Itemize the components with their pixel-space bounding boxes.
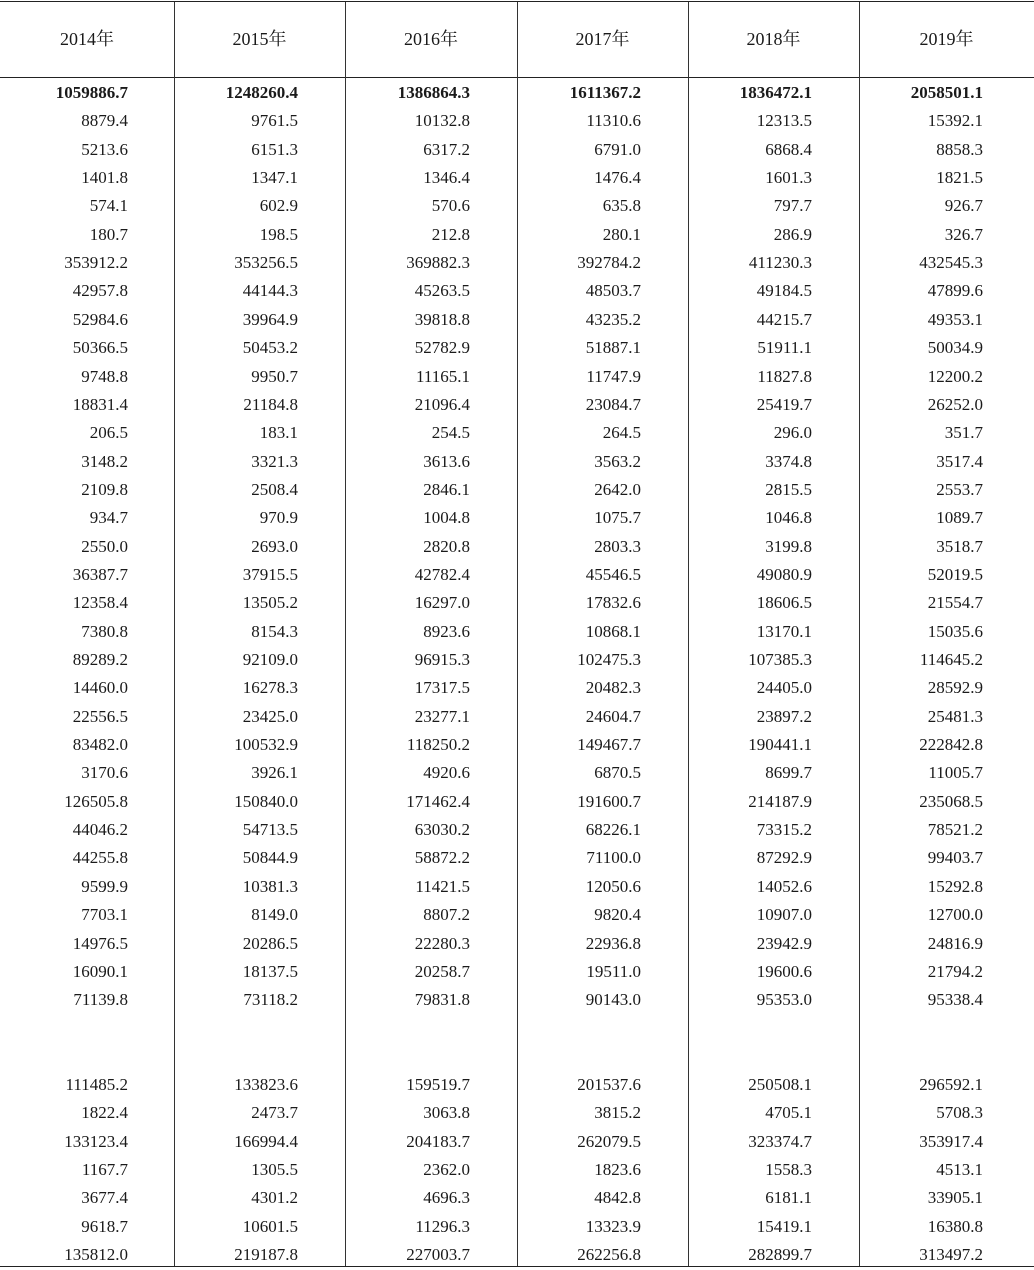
table-row <box>0 788 1034 816</box>
table-cell: 51911.1 <box>757 338 812 358</box>
table-cell: 126505.8 <box>64 791 128 811</box>
table-cell: 17832.6 <box>585 593 641 613</box>
table-cell: 1046.8 <box>765 508 812 528</box>
table-cell: 50366.5 <box>72 338 128 358</box>
table-cell: 11827.8 <box>757 366 812 386</box>
table-cell: 45263.5 <box>414 281 470 301</box>
table-cell: 1075.7 <box>594 508 641 528</box>
table-cell: 3517.4 <box>936 451 983 471</box>
table-cell: 3321.3 <box>251 451 298 471</box>
table-cell: 23084.7 <box>585 394 641 414</box>
table-cell: 574.1 <box>89 196 128 216</box>
table-cell: 183.1 <box>259 423 298 443</box>
table-cell: 45546.5 <box>585 564 641 584</box>
table-row <box>0 674 1034 702</box>
table-cell: 52984.6 <box>72 309 128 329</box>
table-row <box>0 221 1034 249</box>
table-cell: 432545.3 <box>919 253 983 273</box>
table-cell: 44144.3 <box>242 281 298 301</box>
table-cell: 1004.8 <box>423 508 470 528</box>
table-cell: 16380.8 <box>927 1216 983 1236</box>
table-cell: 2473.7 <box>251 1103 298 1123</box>
table-cell: 411230.3 <box>748 253 812 273</box>
table-cell: 16090.1 <box>72 961 128 981</box>
table-cell: 96915.3 <box>414 650 470 669</box>
table-row <box>0 646 1034 674</box>
table-cell: 8923.6 <box>423 621 470 641</box>
table-row <box>0 1099 1034 1127</box>
table-cell: 49080.9 <box>756 564 812 584</box>
table-cell: 83482.0 <box>72 735 128 755</box>
table-row <box>0 192 1034 220</box>
table-cell: 10132.8 <box>414 111 470 131</box>
table-cell: 22556.5 <box>72 706 128 726</box>
table-cell: 222842.8 <box>919 735 983 755</box>
table-cell: 1476.4 <box>594 168 641 188</box>
table-row <box>0 1156 1034 1184</box>
table-cell: 133823.6 <box>234 1075 298 1094</box>
table-cell: 23897.2 <box>756 706 812 726</box>
table-cell: 262079.5 <box>577 1131 641 1151</box>
table-cell: 3518.7 <box>936 536 983 556</box>
table-cell: 2642.0 <box>594 479 641 499</box>
table-cell: 21554.7 <box>927 593 983 613</box>
table-cell: 118250.2 <box>406 735 470 755</box>
table-cell: 1823.6 <box>594 1160 641 1180</box>
header-year-2015: 2015年 <box>232 29 287 49</box>
table-cell: 353912.2 <box>64 253 128 273</box>
table-cell: 926.7 <box>944 196 983 216</box>
table-cell: 1089.7 <box>936 508 983 528</box>
table-cell: 8154.3 <box>251 621 298 641</box>
table-cell: 99403.7 <box>927 848 983 868</box>
table-cell: 3613.6 <box>423 451 470 471</box>
table-cell: 219187.8 <box>234 1245 298 1265</box>
table-cell: 235068.5 <box>919 791 983 811</box>
table-cell: 21096.4 <box>414 394 470 414</box>
table-cell: 73118.2 <box>243 990 298 1010</box>
table-cell: 11747.9 <box>586 366 641 386</box>
table-cell: 198.5 <box>259 224 298 244</box>
table-row <box>0 589 1034 617</box>
table-cell: 20286.5 <box>242 933 298 953</box>
table-cell: 8149.0 <box>251 905 298 925</box>
table-cell: 4513.1 <box>936 1160 983 1180</box>
table-cell: 54713.5 <box>242 820 298 840</box>
table-cell: 1248260.4 <box>225 83 298 102</box>
table-cell: 107385.3 <box>748 650 812 669</box>
table-row <box>0 1213 1034 1241</box>
table-cell: 3815.2 <box>594 1103 641 1123</box>
table-cell: 206.5 <box>89 423 128 443</box>
table-cell: 1601.3 <box>765 168 812 188</box>
table-cell: 166994.4 <box>234 1131 298 1151</box>
table-cell: 25481.3 <box>927 706 983 726</box>
table-cell: 1836472.1 <box>739 83 812 102</box>
table-cell: 11165.1 <box>416 366 470 386</box>
table-row <box>0 419 1034 447</box>
table-row <box>0 844 1034 872</box>
table-cell: 1167.7 <box>81 1160 128 1180</box>
table-row <box>0 618 1034 646</box>
table-cell: 58872.2 <box>414 848 470 868</box>
table-cell: 7380.8 <box>81 621 128 641</box>
table-cell: 6870.5 <box>594 763 641 783</box>
table-row <box>0 363 1034 391</box>
table-cell: 970.9 <box>259 508 298 528</box>
table-cell: 44215.7 <box>756 309 812 329</box>
table-cell: 3063.8 <box>423 1103 470 1123</box>
table-cell: 13505.2 <box>242 593 298 613</box>
table-cell: 1401.8 <box>81 168 128 188</box>
table-cell: 5708.3 <box>936 1103 983 1123</box>
table-row <box>0 476 1034 504</box>
table-cell: 21794.2 <box>927 961 983 981</box>
table-row <box>0 136 1034 164</box>
table-cell: 296.0 <box>773 423 812 443</box>
table-cell: 227003.7 <box>406 1245 470 1265</box>
table-cell: 78521.2 <box>927 820 983 840</box>
table-cell: 17317.5 <box>414 678 470 698</box>
table-cell: 934.7 <box>89 508 128 528</box>
table-cell: 1305.5 <box>251 1160 298 1180</box>
table-row <box>0 277 1034 305</box>
table-cell: 49353.1 <box>927 309 983 329</box>
table-row <box>0 334 1034 362</box>
table-cell: 24405.0 <box>756 678 812 698</box>
table-cell: 12200.2 <box>927 366 983 386</box>
table-cell: 5213.6 <box>81 139 128 159</box>
table-cell: 2846.1 <box>423 479 470 499</box>
table-cell: 6181.1 <box>765 1188 812 1208</box>
table-cell: 14460.0 <box>72 678 128 698</box>
table-cell: 8699.7 <box>765 763 812 783</box>
table-cell: 280.1 <box>602 224 641 244</box>
table-cell: 102475.3 <box>577 650 641 669</box>
table-cell: 635.8 <box>602 196 641 216</box>
table-cell: 6868.4 <box>765 139 812 159</box>
table-cell: 10381.3 <box>242 876 298 896</box>
table-cell: 313497.2 <box>919 1245 983 1265</box>
table-cell: 6791.0 <box>594 139 641 159</box>
table-cell: 262256.8 <box>577 1245 641 1265</box>
table-cell: 149467.7 <box>577 735 641 755</box>
header-year-2016: 2016年 <box>404 29 458 49</box>
table-cell: 1611367.2 <box>569 83 641 102</box>
table-row <box>0 930 1034 958</box>
table-cell: 92109.0 <box>242 650 298 669</box>
table-cell: 12313.5 <box>756 111 812 131</box>
table-cell: 8807.2 <box>423 905 470 925</box>
table-cell: 47899.6 <box>927 281 983 301</box>
table-cell: 353256.5 <box>234 253 298 273</box>
table-cell: 392784.2 <box>577 253 641 273</box>
table-cell: 87292.9 <box>756 848 812 868</box>
table-cell: 95338.4 <box>927 990 983 1010</box>
table-cell: 44046.2 <box>72 820 128 840</box>
table-cell: 570.6 <box>431 196 470 216</box>
table-cell: 4842.8 <box>594 1188 641 1208</box>
table-cell: 323374.7 <box>748 1131 812 1151</box>
table-cell: 4696.3 <box>423 1188 470 1208</box>
table-cell: 2058501.1 <box>910 83 983 102</box>
table-cell: 14976.5 <box>72 933 128 953</box>
table-cell: 2550.0 <box>81 536 128 556</box>
header-year-2019: 2019年 <box>919 29 974 49</box>
table-cell: 10601.5 <box>242 1216 298 1236</box>
header-year-2018: 2018年 <box>746 29 801 49</box>
table-cell: 19511.0 <box>586 961 641 981</box>
table-cell: 71100.0 <box>586 848 641 868</box>
table-cell: 100532.9 <box>234 735 298 755</box>
table-cell: 71139.8 <box>73 990 128 1010</box>
table-row <box>0 1184 1034 1212</box>
table-cell: 2508.4 <box>251 479 298 499</box>
table-cell: 369882.3 <box>406 253 470 273</box>
table-cell: 111485.2 <box>65 1075 128 1094</box>
table-cell: 42957.8 <box>72 281 128 301</box>
table-cell: 14052.6 <box>756 876 812 896</box>
table-cell: 37915.5 <box>242 564 298 584</box>
table-cell: 20258.7 <box>414 961 470 981</box>
table-row <box>0 107 1034 135</box>
table-cell: 296592.1 <box>919 1075 983 1094</box>
table-cell: 180.7 <box>89 224 128 244</box>
table-cell: 3563.2 <box>594 451 641 471</box>
table-cell: 50844.9 <box>242 848 298 868</box>
table-cell: 3926.1 <box>251 763 298 783</box>
header-year-2014: 2014年 <box>60 29 114 49</box>
table-cell: 52782.9 <box>414 338 470 358</box>
table-cell: 797.7 <box>773 196 812 216</box>
table-cell: 3677.4 <box>81 1188 128 1208</box>
table-cell: 1059886.7 <box>55 83 128 102</box>
table-cell: 6151.3 <box>251 139 298 159</box>
table-cell: 1822.4 <box>81 1103 128 1123</box>
table-cell: 8858.3 <box>936 139 983 159</box>
table-cell: 49184.5 <box>756 281 812 301</box>
header-year-2017: 2017年 <box>575 29 630 49</box>
table-cell: 19600.6 <box>756 961 812 981</box>
table-cell: 42782.4 <box>414 564 470 584</box>
table-cell: 26252.0 <box>927 394 983 414</box>
table-cell: 1558.3 <box>765 1160 812 1180</box>
table-cell: 23425.0 <box>242 706 298 726</box>
table-cell: 11310.6 <box>586 111 641 131</box>
table-cell: 63030.2 <box>414 820 470 840</box>
table-cell: 133123.4 <box>64 1131 128 1151</box>
table-cell: 1346.4 <box>423 168 470 188</box>
table-row <box>0 901 1034 929</box>
table-cell: 24604.7 <box>585 706 641 726</box>
table-cell: 15392.1 <box>927 111 983 131</box>
table-cell: 48503.7 <box>585 281 641 301</box>
table-cell: 602.9 <box>259 196 298 216</box>
table-cell: 15292.8 <box>927 876 983 896</box>
table-cell: 28592.9 <box>927 678 983 698</box>
table-cell: 36387.7 <box>72 564 128 584</box>
table-row <box>0 306 1034 334</box>
table-cell: 214187.9 <box>748 791 812 811</box>
table-cell: 3170.6 <box>81 763 128 783</box>
table-row-total <box>0 79 1034 107</box>
table-cell: 3199.8 <box>765 536 812 556</box>
table-cell: 39964.9 <box>242 309 298 329</box>
table-cell: 2362.0 <box>423 1160 470 1180</box>
table-cell: 1386864.3 <box>397 83 470 102</box>
table-cell: 50453.2 <box>242 338 298 358</box>
table-cell: 10868.1 <box>585 621 641 641</box>
table-cell: 4920.6 <box>423 763 470 783</box>
table-cell: 201537.6 <box>577 1075 641 1094</box>
table-row <box>0 1128 1034 1156</box>
table-row <box>0 986 1034 1014</box>
table-cell: 52019.5 <box>927 564 983 584</box>
table-cell: 33905.1 <box>927 1188 983 1208</box>
table-cell: 7703.1 <box>81 905 128 925</box>
table-cell: 6317.2 <box>423 139 470 159</box>
table-cell: 21184.8 <box>243 394 298 414</box>
table-cell: 95353.0 <box>756 990 812 1010</box>
table-cell: 2553.7 <box>936 479 983 499</box>
table-cell: 13323.9 <box>585 1216 641 1236</box>
table-cell: 11296.3 <box>415 1216 470 1236</box>
table-cell: 9950.7 <box>251 366 298 386</box>
table-cell: 9748.8 <box>81 366 128 386</box>
table-cell: 11421.5 <box>415 876 470 896</box>
table-row <box>0 448 1034 476</box>
table-cell: 16297.0 <box>414 593 470 613</box>
table-cell: 3148.2 <box>81 451 128 471</box>
table-cell: 190441.1 <box>748 735 812 755</box>
table-cell: 18831.4 <box>72 394 128 414</box>
table-cell: 20482.3 <box>585 678 641 698</box>
table-cell: 8879.4 <box>81 111 128 131</box>
table-row <box>0 391 1034 419</box>
table-cell: 264.5 <box>602 423 641 443</box>
table-row <box>0 703 1034 731</box>
table-cell: 1347.1 <box>251 168 298 188</box>
table-cell: 18606.5 <box>756 593 812 613</box>
table-row <box>0 561 1034 589</box>
table-cell: 159519.7 <box>406 1075 470 1094</box>
table-cell: 171462.4 <box>406 791 470 811</box>
table-cell: 44255.8 <box>72 848 128 868</box>
table-cell: 250508.1 <box>748 1075 812 1094</box>
table-cell: 25419.7 <box>756 394 812 414</box>
table-row <box>0 759 1034 787</box>
table-cell: 9599.9 <box>81 876 128 896</box>
table-cell: 351.7 <box>944 423 983 443</box>
table-cell: 9761.5 <box>251 111 298 131</box>
table-cell: 79831.8 <box>414 990 470 1010</box>
table-cell: 15035.6 <box>927 621 983 641</box>
table-cell: 2693.0 <box>251 536 298 556</box>
table-cell: 51887.1 <box>585 338 641 358</box>
table-cell: 18137.5 <box>242 961 298 981</box>
table-cell: 15419.1 <box>756 1216 812 1236</box>
table-cell: 50034.9 <box>927 338 983 358</box>
table-cell: 89289.2 <box>72 650 128 669</box>
table-row <box>0 249 1034 277</box>
table-cell: 12358.4 <box>72 593 128 613</box>
table-cell: 4301.2 <box>251 1188 298 1208</box>
table-cell: 326.7 <box>944 224 983 244</box>
table-cell: 212.8 <box>431 224 470 244</box>
table-cell: 150840.0 <box>234 791 298 811</box>
table-cell: 23942.9 <box>756 933 812 953</box>
table-cell: 23277.1 <box>414 706 470 726</box>
table-row <box>0 816 1034 844</box>
table-cell: 191600.7 <box>577 791 641 811</box>
table-cell: 90143.0 <box>585 990 641 1010</box>
table-cell: 9618.7 <box>81 1216 128 1236</box>
table-row <box>0 504 1034 532</box>
table-cell: 16278.3 <box>242 678 298 698</box>
table-cell: 2820.8 <box>423 536 470 556</box>
table-cell: 10907.0 <box>756 905 812 925</box>
table-cell: 43235.2 <box>585 309 641 329</box>
table-cell: 254.5 <box>431 423 470 443</box>
table-cell: 282899.7 <box>748 1245 812 1265</box>
table-cell: 13170.1 <box>756 621 812 641</box>
table-cell: 22280.3 <box>414 933 470 953</box>
table-cell: 22936.8 <box>585 933 641 953</box>
table-cell: 2815.5 <box>765 479 812 499</box>
table-row <box>0 1241 1034 1269</box>
table-cell: 9820.4 <box>594 905 641 925</box>
table-row <box>0 533 1034 561</box>
table-cell: 68226.1 <box>585 820 641 840</box>
table-row <box>0 164 1034 192</box>
table-cell: 286.9 <box>773 224 812 244</box>
table-cell: 353917.4 <box>919 1131 983 1151</box>
table-row <box>0 873 1034 901</box>
table-cell: 114645.2 <box>919 650 983 669</box>
table-row <box>0 1071 1034 1099</box>
table-cell: 3374.8 <box>765 451 812 471</box>
table-cell: 73315.2 <box>756 820 812 840</box>
table-cell: 39818.8 <box>414 309 470 329</box>
table-cell: 11005.7 <box>928 763 983 783</box>
table-cell: 2109.8 <box>81 479 128 499</box>
table-cell: 135812.0 <box>64 1245 128 1265</box>
table-cell: 4705.1 <box>765 1103 812 1123</box>
table-cell: 1821.5 <box>936 168 983 188</box>
table-cell: 24816.9 <box>927 933 983 953</box>
table-cell: 204183.7 <box>406 1131 470 1151</box>
table-cell: 12050.6 <box>585 876 641 896</box>
table-row <box>0 958 1034 986</box>
table-row <box>0 731 1034 759</box>
table-cell: 2803.3 <box>594 536 641 556</box>
table-cell: 12700.0 <box>927 905 983 925</box>
